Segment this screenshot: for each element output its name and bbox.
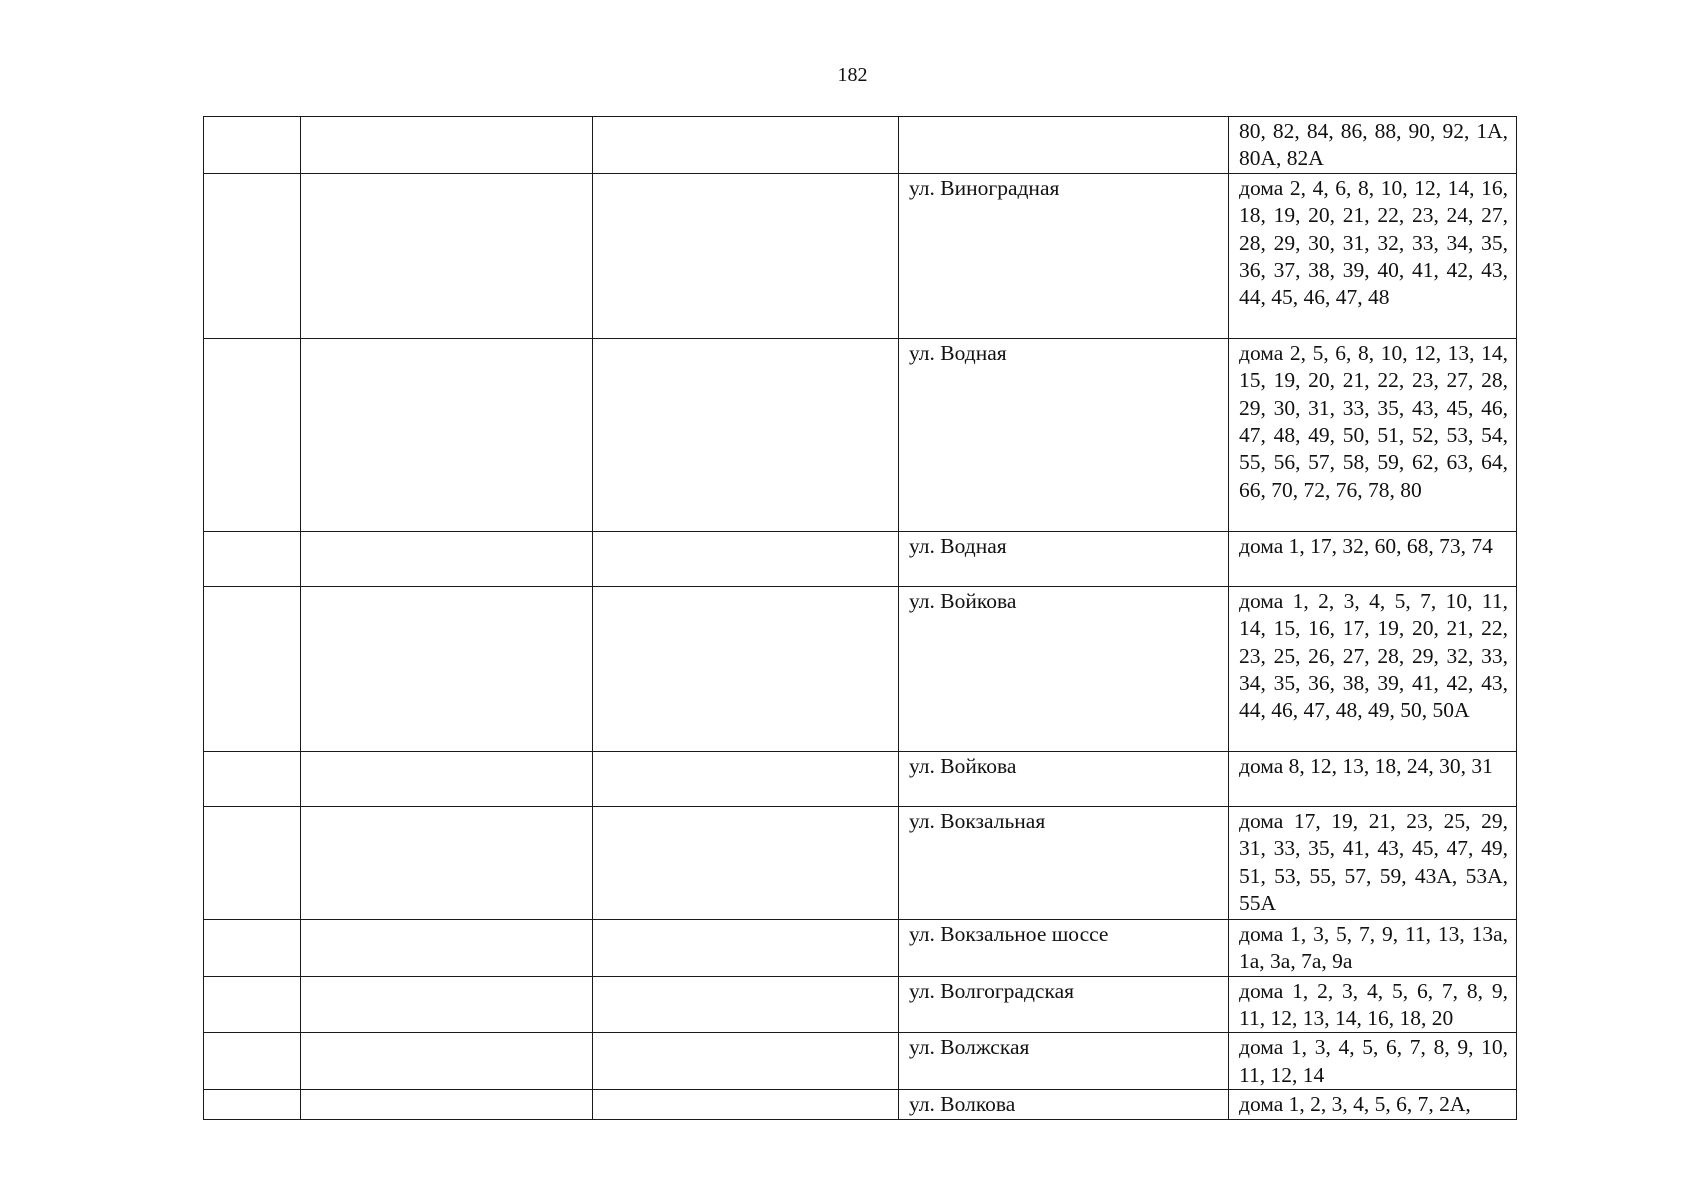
district-cell xyxy=(301,1090,593,1119)
number-cell xyxy=(204,1033,301,1090)
locality-cell xyxy=(593,1090,899,1119)
houses-cell: дома 2, 5, 6, 8, 10, 12, 13, 14, 15, 19, 20, 21, 22, 23, 27, 28, 29, 30, 31, 33, 35, 43, 45, 46, 47, 48, 49, 50, 51, 52, 53, 54, 55, 56, 57, 58, 59, 62, 63, 64, 66, 70, 72, 76, 78, 80 xyxy=(1229,338,1517,531)
houses-cell: дома 1, 3, 5, 7, 9, 11, 13, 13а, 1а, 3а, 7а, 9а xyxy=(1229,919,1517,976)
houses-cell: дома 2, 4, 6, 8, 10, 12, 14, 16, 18, 19, 20, 21, 22, 23, 24, 27, 28, 29, 30, 31, 32, 33, 34, 35, 36, 37, 38, 39, 40, 41, 42, 43, 44, 45, 46, 47, 48 xyxy=(1229,173,1517,338)
table-row xyxy=(204,1090,1517,1119)
locality-cell xyxy=(593,806,899,919)
locality-cell xyxy=(593,586,899,751)
street-cell: ул. Водная xyxy=(899,531,1229,586)
table-row xyxy=(204,173,1517,338)
street-cell: ул. Войкова xyxy=(899,586,1229,751)
table-row xyxy=(204,751,1517,806)
houses-cell: дома 8, 12, 13, 18, 24, 30, 31 xyxy=(1229,751,1517,806)
locality-cell xyxy=(593,117,899,174)
street-cell: ул. Волгоградская xyxy=(899,976,1229,1033)
number-cell xyxy=(204,976,301,1033)
district-cell xyxy=(301,117,593,174)
table-row xyxy=(204,531,1517,586)
street-cell xyxy=(899,117,1229,174)
table-row xyxy=(204,919,1517,976)
houses-cell: дома 1, 2, 3, 4, 5, 7, 10, 11, 14, 15, 16, 17, 19, 20, 21, 22, 23, 25, 26, 27, 28, 29, 32, 33, 34, 35, 36, 38, 39, 41, 42, 43, 44, 46, 47, 48, 49, 50, 50А xyxy=(1229,586,1517,751)
district-cell xyxy=(301,806,593,919)
street-cell: ул. Вокзальное шоссе xyxy=(899,919,1229,976)
locality-cell xyxy=(593,173,899,338)
locality-cell xyxy=(593,338,899,531)
locality-cell xyxy=(593,531,899,586)
houses-cell: дома 1, 2, 3, 4, 5, 6, 7, 2А, xyxy=(1229,1090,1517,1119)
street-cell: ул. Волжская xyxy=(899,1033,1229,1090)
number-cell xyxy=(204,338,301,531)
street-cell: ул. Вокзальная xyxy=(899,806,1229,919)
district-cell xyxy=(301,976,593,1033)
district-cell xyxy=(301,751,593,806)
houses-cell: дома 1, 17, 32, 60, 68, 73, 74 xyxy=(1229,531,1517,586)
number-cell xyxy=(204,117,301,174)
district-cell xyxy=(301,1033,593,1090)
table-row xyxy=(204,117,1517,174)
houses-cell: 80, 82, 84, 86, 88, 90, 92, 1А, 80А, 82А xyxy=(1229,117,1517,174)
district-cell xyxy=(301,919,593,976)
number-cell xyxy=(204,806,301,919)
locality-cell xyxy=(593,1033,899,1090)
locality-cell xyxy=(593,919,899,976)
table-row xyxy=(204,976,1517,1033)
locality-cell xyxy=(593,751,899,806)
table-row xyxy=(204,806,1517,919)
number-cell xyxy=(204,173,301,338)
table-row xyxy=(204,1033,1517,1090)
district-cell xyxy=(301,338,593,531)
district-cell xyxy=(301,531,593,586)
address-table xyxy=(203,116,1517,1120)
number-cell xyxy=(204,586,301,751)
district-cell xyxy=(301,586,593,751)
table-row xyxy=(204,586,1517,751)
number-cell xyxy=(204,751,301,806)
number-cell xyxy=(204,531,301,586)
district-cell xyxy=(301,173,593,338)
houses-cell: дома 1, 3, 4, 5, 6, 7, 8, 9, 10, 11, 12, 14 xyxy=(1229,1033,1517,1090)
street-cell: ул. Войкова xyxy=(899,751,1229,806)
street-cell: ул. Виноградная xyxy=(899,173,1229,338)
number-cell xyxy=(204,1090,301,1119)
houses-cell: дома 17, 19, 21, 23, 25, 29, 31, 33, 35, 41, 43, 45, 47, 49, 51, 53, 55, 57, 59, 43А, 53А, 55А xyxy=(1229,806,1517,919)
street-cell: ул. Волкова xyxy=(899,1090,1229,1119)
page-number: 182 xyxy=(837,64,868,86)
table-row xyxy=(204,338,1517,531)
locality-cell xyxy=(593,976,899,1033)
number-cell xyxy=(204,919,301,976)
street-cell: ул. Водная xyxy=(899,338,1229,531)
houses-cell: дома 1, 2, 3, 4, 5, 6, 7, 8, 9, 11, 12, 13, 14, 16, 18, 20 xyxy=(1229,976,1517,1033)
